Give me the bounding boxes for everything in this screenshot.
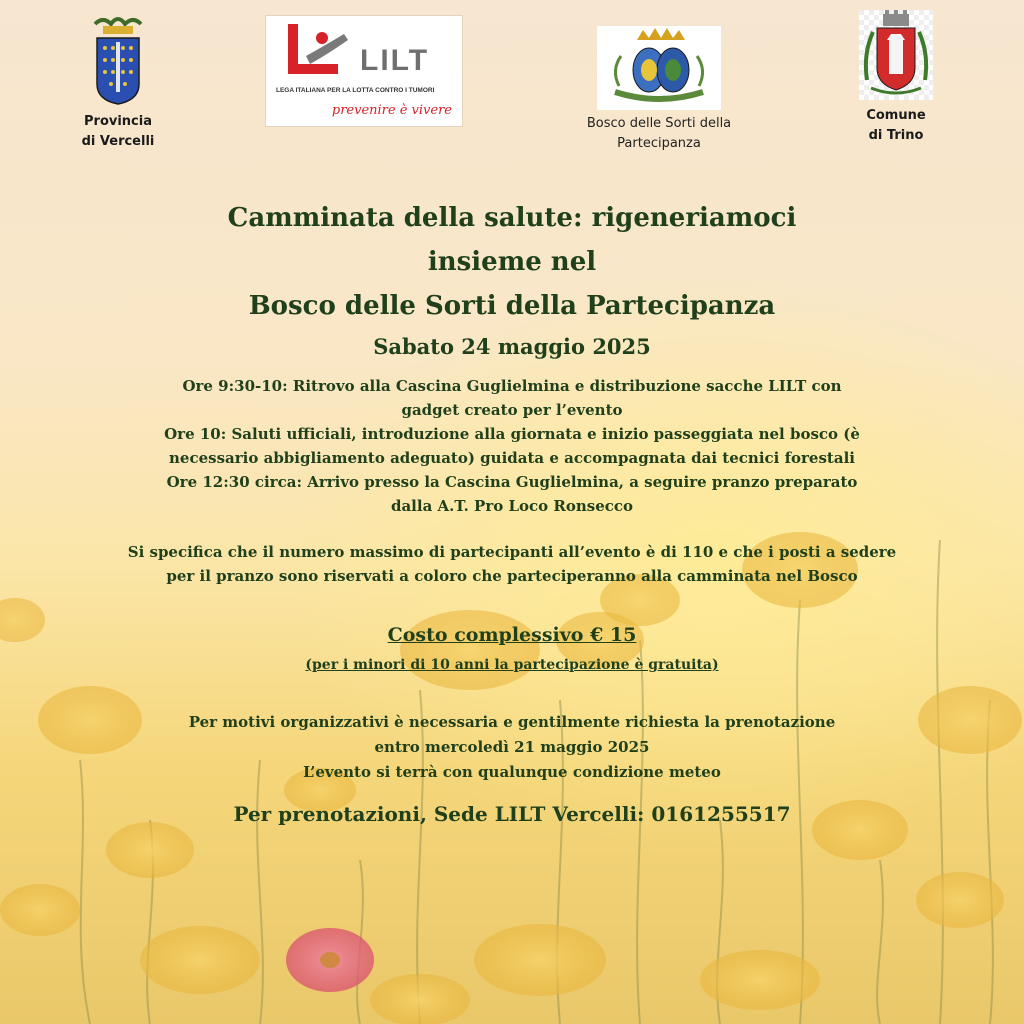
- trino-crest-icon: [859, 10, 933, 100]
- provincia-logo-block: [58, 14, 178, 152]
- provincia-caption-line2: di Vercelli: [81, 134, 155, 149]
- lilt-wordmark: LILT: [360, 44, 430, 77]
- booking-line: Per motivi organizzativi è necessaria e gentilmente richiesta la prenotazione: [188, 713, 836, 731]
- bosco-caption-line1: Bosco delle Sorti della: [586, 116, 732, 131]
- partecipanza-crest-icon: [597, 26, 721, 110]
- event-date: Sabato 24 maggio 2025: [373, 334, 651, 359]
- program-line: Ore 10: Saluti ufficiali, introduzione alla giornata e inizio passeggiata nel bosco (è: [164, 425, 860, 443]
- note-line: Si specifica che il numero massimo di partecipanti all’evento è di 110 e che i posti a sedere: [127, 543, 897, 561]
- trino-caption-line2: di Trino: [868, 128, 924, 143]
- booking-info: [20, 710, 1004, 785]
- trino-caption-line1: Comune: [866, 108, 926, 123]
- program-line: Ore 12:30 circa: Arrivo presso la Cascina Guglielmina, a seguire pranzo preparato: [166, 473, 858, 491]
- event-title-line2: insieme nel: [427, 247, 597, 277]
- booking-line: L’evento si terrà con qualunque condizione meteo: [303, 763, 721, 781]
- program-line: Ore 9:30-10: Ritrovo alla Cascina Guglielmina e distribuzione sacche LILT con: [182, 377, 842, 395]
- lilt-logo-block: [266, 16, 462, 126]
- coat-of-arms-icon: [89, 14, 147, 106]
- bosco-logo-block: [566, 26, 752, 154]
- participants-note: [20, 540, 1004, 588]
- cost-exemption-note: (per i minori di 10 anni la partecipazione è gratuita): [305, 657, 719, 673]
- program-line: necessario abbigliamento adeguato) guidata e accompagnata dai tecnici forestali: [169, 449, 855, 467]
- provincia-caption-line1: Provincia: [84, 114, 152, 129]
- note-line: per il pranzo sono riservati a coloro che parteciperanno alla camminata nel Bosco: [166, 567, 858, 585]
- booking-contact: Per prenotazioni, Sede LILT Vercelli: 0161255517: [233, 802, 791, 826]
- event-content: [20, 196, 1004, 829]
- lilt-logo-icon: [266, 16, 462, 86]
- lilt-subtitle: LEGA ITALIANA PER LA LOTTA CONTRO I TUMORI: [276, 87, 435, 94]
- event-title: [20, 196, 1004, 328]
- booking-line: entro mercoledì 21 maggio 2025: [374, 738, 650, 756]
- bosco-caption-line2: Partecipanza: [617, 136, 701, 151]
- trino-logo-block: [846, 10, 946, 146]
- program-line: dalla A.T. Pro Loco Ronsecco: [390, 497, 634, 515]
- event-program: [20, 374, 1004, 518]
- lilt-tagline: prevenire è vivere: [331, 103, 452, 118]
- event-title-line1: Camminata della salute: rigeneriamoci: [227, 203, 797, 233]
- event-title-line3: Bosco delle Sorti della Partecipanza: [248, 291, 776, 321]
- program-line: gadget creato per l’evento: [401, 401, 623, 419]
- total-cost: Costo complessivo € 15: [387, 624, 637, 646]
